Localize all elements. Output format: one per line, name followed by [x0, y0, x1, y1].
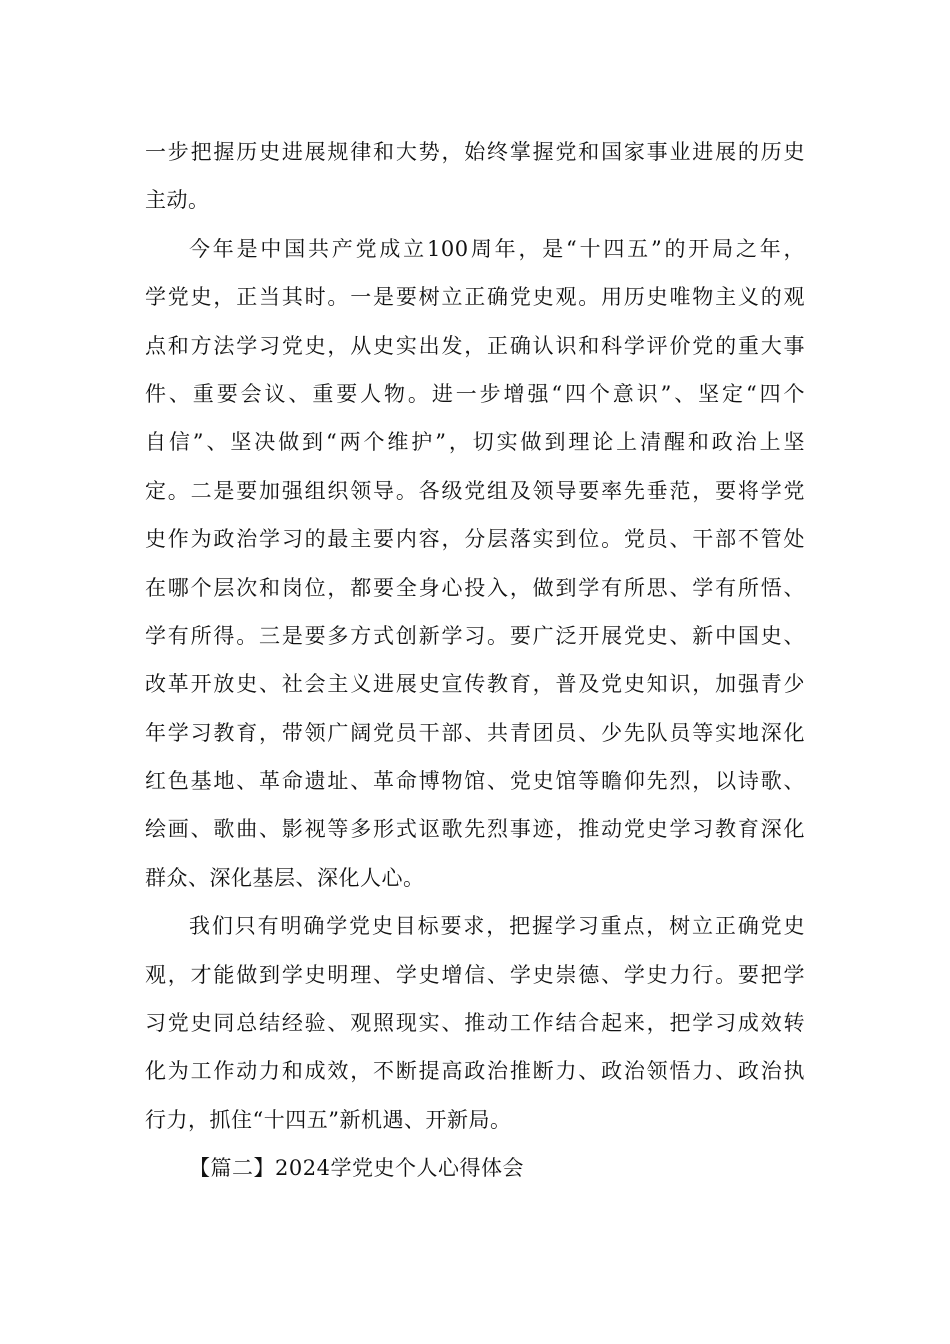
text-line: 习党史同总结经验、观照现实、推动工作结合起来，把学习成效转: [145, 1011, 805, 1036]
text-line: 化为工作动力和成效，不断提高政治推断力、政治领悟力、政治执: [145, 1059, 805, 1084]
text-line: 史作为政治学习的最主要内容，分层落实到位。党员、干部不管处: [145, 527, 805, 552]
text-line: 自信”、坚决做到“两个维护”，切实做到理论上清醒和政治上坚: [145, 430, 805, 455]
text-line: 学有所得。三是要多方式创新学习。要广泛开展党史、新中国史、: [145, 623, 805, 648]
paragraph-1: [145, 128, 805, 225]
text-line: 主动。: [145, 188, 210, 213]
text-line: 今年是中国共产党成立100周年，是“十四五”的开局之年，: [189, 236, 805, 261]
text-line: 定。二是要加强组织领导。各级党组及领导要率先垂范，要将学党: [145, 478, 805, 503]
paragraph-3: [145, 902, 805, 1144]
text-line: 点和方法学习党史，从史实出发，正确认识和科学评价党的重大事: [145, 333, 805, 358]
text-line: 件、重要会议、重要人物。进一步增强“四个意识”、坚定“四个: [145, 381, 805, 406]
text-line: 红色基地、革命遗址、革命博物馆、党史馆等瞻仰先烈，以诗歌、: [145, 769, 805, 794]
text-line: 我们只有明确学党史目标要求，把握学习重点，树立正确党史: [189, 914, 805, 939]
document-body: [145, 128, 805, 1193]
text-line: 在哪个层次和岗位，都要全身心投入，做到学有所思、学有所悟、: [145, 575, 805, 600]
text-line: 改革开放史、社会主义进展史宣传教育，普及党史知识，加强青少: [145, 672, 805, 697]
text-line: 行力，抓住“十四五”新机遇、开新局。: [145, 1107, 512, 1132]
text-line: 一步把握历史进展规律和大势，始终掌握党和国家事业进展的历史: [145, 140, 805, 164]
text-line: 群众、深化基层、深化人心。: [145, 865, 425, 890]
text-line: 观，才能做到学史明理、学史增信、学史崇德、学史力行。要把学: [145, 962, 805, 987]
section-heading-text: 【篇二】2024学党史个人心得体会: [189, 1156, 524, 1181]
text-line: 学党史，正当其时。一是要树立正确党史观。用历史唯物主义的观: [145, 285, 805, 310]
text-line: 年学习教育，带领广阔党员干部、共青团员、少先队员等实地深化: [145, 720, 805, 745]
paragraph-2: [145, 225, 805, 902]
section-heading: [145, 1144, 805, 1192]
text-line: 绘画、歌曲、影视等多形式讴歌先烈事迹，推动党史学习教育深化: [145, 817, 805, 842]
